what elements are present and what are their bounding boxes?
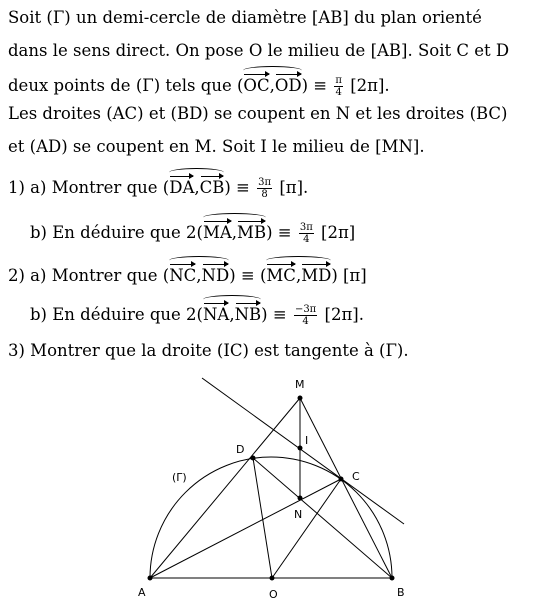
point-a [148, 576, 153, 581]
text: [2π]. [350, 76, 390, 95]
text: deux points de (Γ) tels que ( [8, 76, 244, 95]
line-bd [253, 458, 392, 578]
separator: , [269, 76, 275, 95]
label-i: I [305, 434, 309, 447]
fraction: $\frac{\pi}{4}$ [335, 75, 342, 98]
vector-md: MD [301, 266, 332, 285]
label-o: O [269, 588, 278, 601]
label-b: B [397, 586, 405, 599]
vector-mb: MB [237, 223, 267, 242]
point-o [270, 576, 275, 581]
vector-mc: MC [266, 266, 296, 285]
line-am [150, 398, 303, 578]
question-1a: 1) a) Montrer que ( DA,CB) ≡ $\frac{3\pi}{8}$ [π]. [8, 174, 308, 200]
label-n: N [294, 508, 303, 521]
vector-od: OD [274, 76, 302, 95]
line-ac [150, 479, 341, 578]
question-3: 3) Montrer que la droite (IC) est tangente à (Γ). [8, 341, 409, 360]
question-2b: b) En déduire que 2( NA,NB) ≡ $\frac{-3\pi}{4}$ [2π]. [30, 301, 364, 327]
segment-oc [272, 479, 341, 578]
segment-do [253, 458, 272, 578]
label-m: M [295, 378, 305, 391]
vector-nd: ND [201, 266, 230, 285]
point-n [298, 496, 303, 501]
statement-line-5: et (AD) se coupent en M. Soit I le milieu de [MN]. [8, 137, 425, 156]
fraction: $\frac{3\pi}{4}$ [299, 222, 313, 245]
statement-line-4: Les droites (AC) et (BD) se coupent en N et les droites (BC) [8, 104, 508, 123]
question-2a: 2) a) Montrer que ( NC,ND) ≡ ( MC,MD) [π] [8, 262, 367, 286]
point-m [298, 396, 303, 401]
vector-oc: OC [243, 76, 270, 95]
vector-nc: NC [169, 266, 197, 285]
line-bm [300, 398, 392, 578]
question-1b: b) En déduire que 2( MA,MB) ≡ $\frac{3\pi}{4}$ [2π] [30, 219, 355, 245]
label-c: C [352, 470, 360, 483]
label-a: A [138, 586, 146, 599]
tangent-ic [202, 378, 404, 524]
fraction: $\frac{3\pi}{8}$ [258, 177, 272, 200]
point-b [390, 576, 395, 581]
statement-line-1: Soit (Γ) un demi-cercle de diamètre [AB] du plan orienté [8, 8, 482, 27]
vector-ma: MA [202, 223, 232, 242]
statement-line-2: dans le sens direct. On pose O le milieu de [AB]. Soit C et D [8, 41, 510, 60]
point-i [298, 446, 303, 451]
vector-na: NA [202, 305, 230, 324]
vector-cb: CB [199, 178, 225, 197]
label-d: D [236, 443, 245, 456]
label-gamma: (Γ) [172, 471, 187, 484]
point-d [251, 456, 256, 461]
text: ) ≡ [301, 76, 328, 95]
vector-da: DA [169, 178, 195, 197]
vector-nb: NB [234, 305, 262, 324]
point-c [339, 477, 344, 482]
fraction: $\frac{-3\pi}{4}$ [294, 304, 317, 327]
